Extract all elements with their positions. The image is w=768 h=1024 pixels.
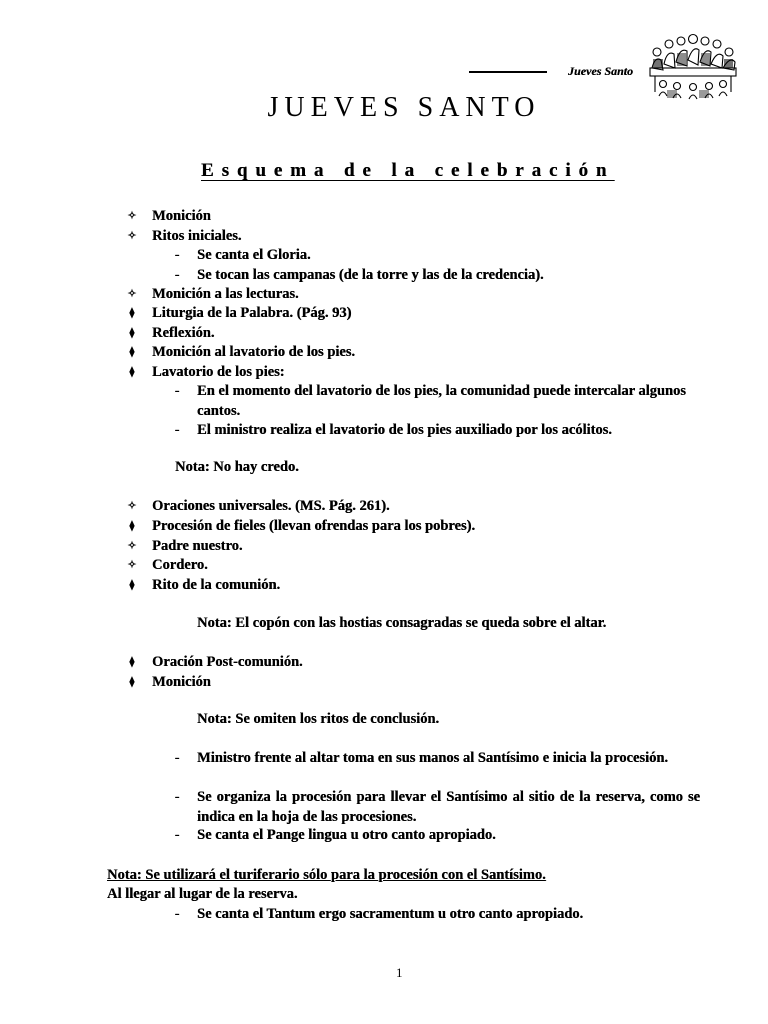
list-item: Monición a las lecturas. [152,286,299,302]
list-item: Liturgia de la Palabra. (Pág. 93) [152,305,352,321]
dash-icon: - [174,750,180,766]
dash-icon: - [174,422,180,438]
llegar-line: Al llegar al lugar de la reserva. [107,886,298,902]
list-item: Padre nuestro. [152,538,243,554]
open-star-icon: ✧ [127,210,137,222]
list-item: Monición [152,674,211,690]
open-star-icon: ✧ [127,500,137,512]
dash-icon: - [174,789,180,805]
open-star-icon: ✧ [127,540,137,552]
note-ritos: Nota: Se omiten los ritos de conclusión. [197,711,440,727]
filled-diamond-icon: ⧫ [129,307,135,319]
dash-icon: - [174,383,180,399]
list-item: Procesión de fieles (llevan ofrendas para los pobres). [152,518,476,534]
filled-diamond-icon: ⧫ [129,520,135,532]
open-star-icon: ✧ [127,559,137,571]
list-item: Reflexión. [152,325,215,341]
sub-item: Se tocan las campanas (de la torre y las de la credencia). [197,267,544,283]
list-item: Oraciones universales. (MS. Pág. 261). [152,498,390,514]
sub-item: Se canta el Pange lingua u otro canto apropiado. [197,827,496,843]
filled-diamond-icon: ⧫ [129,327,135,339]
open-star-icon: ✧ [127,288,137,300]
list-item: Monición [152,208,211,224]
list-item: Oración Post-comunión. [152,654,303,670]
list-item: Rito de la comunión. [152,577,281,593]
dash-icon: - [174,267,180,283]
page-number: 1 [396,965,403,980]
list-item: Cordero. [152,557,208,573]
open-star-icon: ✧ [127,230,137,242]
sub-item: Ministro frente al altar toma en sus manos al Santísimo e inicia la procesión. [197,750,668,766]
dash-icon: - [174,906,180,922]
dash-icon: - [174,827,180,843]
header-rule [469,71,547,73]
filled-diamond-icon: ⧫ [129,366,135,378]
list-item: Ritos iniciales. [152,228,242,244]
sub-item: Se canta el Gloria. [197,247,311,263]
sub-item: Se canta el Tantum ergo sacramentum u otro canto apropiado. [197,906,584,922]
sub-item: Se organiza la procesión para llevar el Santísimo al sitio de la reserva, como se indica en la hoja de las procesiones. [197,789,700,825]
list-item: Lavatorio de los pies: [152,364,285,380]
sub-item: El ministro realiza el lavatorio de los pies auxiliado por los acólitos. [197,422,612,438]
filled-diamond-icon: ⧫ [129,656,135,668]
note-credo: Nota: No hay credo. [175,459,299,475]
note-turiferario: Nota: Se utilizará el turiferario sólo para la procesión con el Santísimo. [107,867,546,883]
running-title: Jueves Santo [568,64,634,78]
sub-item: En el momento del lavatorio de los pies, la comunidad puede intercalar algunos cantos. [197,383,686,419]
filled-diamond-icon: ⧫ [129,579,135,591]
note-copon: Nota: El copón con las hostias consagradas se queda sobre el altar. [197,615,607,631]
main-title: JUEVES SANTO [267,92,541,123]
filled-diamond-icon: ⧫ [129,676,135,688]
last-supper-illustration-icon [647,30,739,100]
dash-icon: - [174,247,180,263]
list-item: Monición al lavatorio de los pies. [152,344,355,360]
schema-subtitle: Esquema de la celebración [201,160,615,181]
filled-diamond-icon: ⧫ [129,346,135,358]
